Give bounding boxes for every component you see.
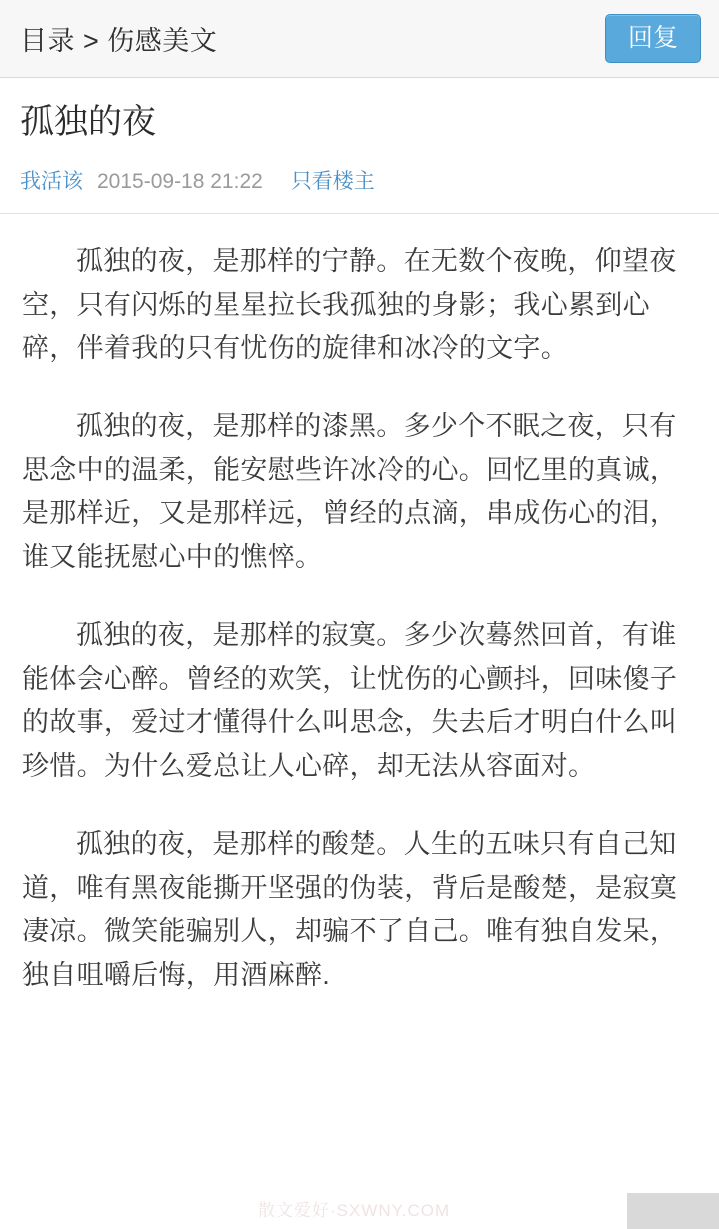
page-title: 孤独的夜 bbox=[20, 103, 156, 141]
bottom-right-block bbox=[627, 1193, 719, 1229]
paragraph: 孤独的夜，是那样的漆黑。多少个不眠之夜，只有思念中的温柔，能安慰些许冰冷的心。回忆里的真诚，是那样近，又是那样远，曾经的点滴，串成伤心的泪，谁又能抚慰心中的憔悴。 bbox=[22, 411, 678, 573]
author-link[interactable]: 我活该 bbox=[20, 169, 83, 193]
reply-button[interactable]: 回复 bbox=[605, 14, 701, 63]
article-header bbox=[0, 78, 719, 214]
top-bar bbox=[0, 0, 719, 78]
article-meta bbox=[20, 165, 699, 195]
paragraph: 孤独的夜，是那样的寂寞。多少次蓦然回首，有谁能体会心醉。曾经的欢笑，让忧伤的心颤抖，回味傻子的故事，爱过才懂得什么叫思念，失去后才明白什么叫珍惜。为什么爱总让人心碎，却无法从容面对。 bbox=[22, 619, 678, 782]
breadcrumb[interactable]: 目录 > 伤感美文 bbox=[20, 26, 218, 56]
paragraph: 孤独的夜，是那样的宁静。在无数个夜晚，仰望夜空，只有闪烁的星星拉长我孤独的身影；我心累到心碎，伴着我的只有忧伤的旋律和冰冷的文字。 bbox=[22, 245, 677, 364]
watermark-text: 散文爱好·SXWNY.COM bbox=[258, 1201, 451, 1220]
article-body bbox=[0, 214, 719, 998]
paragraph: 孤独的夜，是那样的酸楚。人生的五味只有自己知道，唯有黑夜能撕开坚强的伪装，背后是酸楚，是寂寞凄凉。微笑能骗别人，却骗不了自己。唯有独自发呆，独自咀嚼后悔，用酒麻醉. bbox=[22, 828, 678, 991]
post-timestamp: 2015-09-18 21:22 bbox=[97, 169, 263, 193]
only-op-link[interactable]: 只看楼主 bbox=[290, 169, 375, 193]
